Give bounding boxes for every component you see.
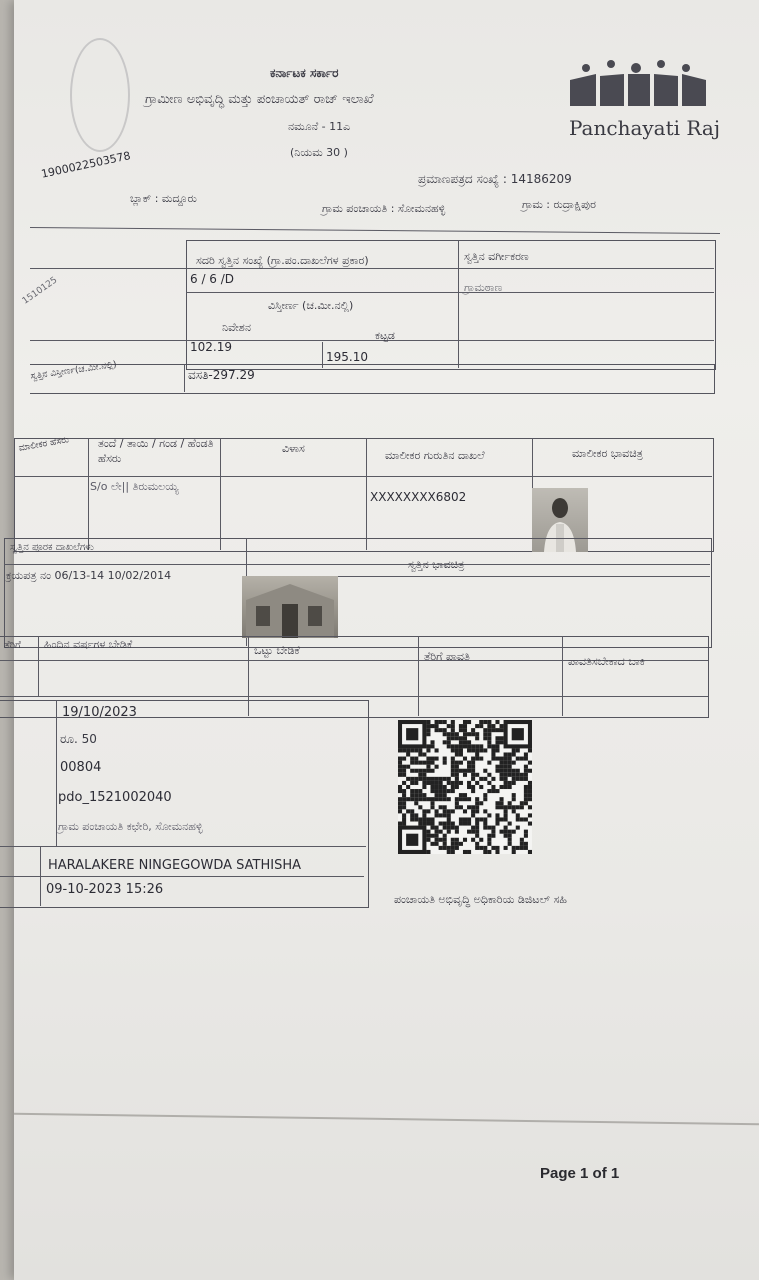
tax-col-4: ತೆರಿಗೆ ಪಾವತಿ [424, 650, 470, 663]
owner-relation: S/o ಲೇ|| ತಿರುಮಲಯ್ಯ [90, 480, 179, 493]
col-line [56, 700, 57, 846]
relation-label: ತಂದೆ / ತಾಯಿ / ಗಂಡ / ಹೆಂಡತಿ ಹೆಸರು [98, 437, 214, 465]
classification-label: ಸ್ವತ್ತಿನ ವರ್ಗೀಕರಣ [464, 250, 529, 263]
state-govt-title: ಕರ್ನಾಟಕ ಸರ್ಕಾರ [270, 66, 339, 80]
col-line [88, 438, 89, 550]
usage-row [30, 364, 715, 394]
col-line [562, 636, 563, 716]
row-line [4, 564, 710, 565]
row-line [30, 340, 714, 341]
rule-number: (ನಿಯಮ 30 ) [290, 146, 348, 159]
classification-value: ಗ್ರಾಮಠಾಣ [464, 281, 503, 294]
col-line [366, 438, 367, 550]
page-fold [14, 1113, 759, 1125]
issue-date: 19/10/2023 [62, 705, 137, 720]
issuing-office: ಗ್ರಾಮ ಪಂಚಾಯತಿ ಕಛೇರಿ, ಸೋಮನಹಳ್ಳಿ [58, 820, 203, 833]
property-photo [242, 576, 338, 638]
village-name: ಗ್ರಾಮ : ರುದ್ರಾಕ್ಷಿಪುರ [522, 198, 596, 211]
docs-value: ಕ್ರಯಪತ್ರ ನಂ 06/13-14 10/02/2014 [6, 569, 172, 582]
docs-label: ಸ್ವತ್ತಿನ ಪೂರಕ ದಾಖಲೆಗಳು [10, 542, 94, 553]
area-label: ವಿಸ್ತೀರ್ಣ (ಚ.ಮೀ.ನಲ್ಲಿ) [268, 299, 354, 312]
row-line [0, 876, 364, 877]
row-line [14, 476, 712, 477]
gram-panchayat-name: ಗ್ರಾಮ ಪಂಚಾಯತಿ : ಸೋಮನಹಳ್ಳಿ [322, 202, 446, 215]
department-title: ಗ್ರಾಮೀಣ ಅಭಿವೃದ್ಧಿ ಮತ್ತು ಪಂಚಾಯತ್ ರಾಜ್ ಇಲಾಖೆ [145, 92, 374, 107]
block-name: ಬ್ಲಾಕ್ : ಮದ್ದೂರು [130, 192, 197, 205]
signed-at: 09-10-2023 15:26 [46, 882, 164, 897]
qr-code [398, 720, 532, 854]
issue-code: 00804 [60, 760, 102, 775]
logo-text: Panchayati Raj [569, 116, 721, 140]
col-line [40, 846, 41, 906]
owner-photo-label: ಮಾಲೀಕರ ಭಾವಚಿತ್ರ [572, 447, 643, 460]
property-number-label: ಸದರಿ ಸ್ವತ್ತಿನ ಸಂಖ್ಯೆ (ಗ್ರಾ.ಪಂ.ದಾಖಲೆಗಳ ಪ್ರಕಾರ) [196, 254, 369, 267]
pdo-id: pdo_1521002040 [58, 790, 172, 805]
form-number: ನಮೂನೆ - 11ಎ [288, 120, 351, 133]
side-number: 1900022503578 [40, 149, 132, 181]
tax-col-5: ಪಾವತಿಸಬೇಕಾದ ಬಾಕಿ [568, 655, 645, 668]
address-label: ವಿಳಾಸ [282, 442, 305, 455]
building-area: 195.10 [326, 350, 368, 364]
tax-col-3: ಒಟ್ಟು ಬೇಡಿಕೆ [254, 644, 300, 657]
usage-value: ವಸತಿ-297.29 [188, 368, 255, 382]
col-line [38, 636, 39, 696]
issue-fee: ರೂ. 50 [60, 732, 97, 746]
property-photo-label: ಸ್ವತ್ತಿನ ಭಾವಚಿತ್ರ [408, 558, 465, 571]
tax-col-1: ತೆರಿಗೆ [4, 640, 21, 651]
row-line [186, 292, 714, 293]
col-line [418, 636, 419, 716]
building-label: ಕಟ್ಟಡ [375, 329, 395, 342]
row-line [0, 846, 366, 847]
row-line [30, 268, 714, 269]
site-label: ನಿವೇಶನ [222, 321, 251, 334]
owner-id: XXXXXXXX6802 [370, 490, 467, 504]
owner-name-label: ಮಾಲೀಕರ ಹೆಸರು [18, 435, 70, 454]
documents-table [4, 538, 712, 648]
certificate-number: ಪ್ರಮಾಣಪತ್ರದ ಸಂಖ್ಯೆ : 14186209 [418, 172, 572, 186]
col-line [458, 240, 459, 368]
row-line [0, 696, 708, 697]
usage-label: ಸ್ವತ್ತಿನ ವಿಸ್ತೀರ್ಣ(ಚ.ಮೀ.ನಲ್ಲಿ) [30, 359, 118, 382]
digital-signature-label: ಪಂಚಾಯತಿ ಅಭಿವೃದ್ಧಿ ಅಧಿಕಾರಿಯ ಡಿಜಿಟಲ್ ಸಹಿ [394, 893, 567, 906]
side-id: 1510125 [20, 275, 60, 307]
emblem-watermark [70, 38, 130, 152]
tax-col-2: ಹಿಂದಿನ ವರ್ಷಗಳ ಬೇಡಿಕೆ [44, 638, 133, 651]
owner-id-label: ಮಾಲೀಕರ ಗುರುತಿನ ದಾಖಲೆ [385, 449, 485, 462]
page-number: Page 1 of 1 [540, 1165, 620, 1182]
signer-name: HARALAKERE NINGEGOWDA SATHISHA [48, 858, 302, 873]
col-line [220, 438, 221, 550]
col-line [184, 364, 185, 392]
site-area: 102.19 [190, 340, 232, 354]
property-number: 6 / 6 /D [190, 272, 235, 286]
